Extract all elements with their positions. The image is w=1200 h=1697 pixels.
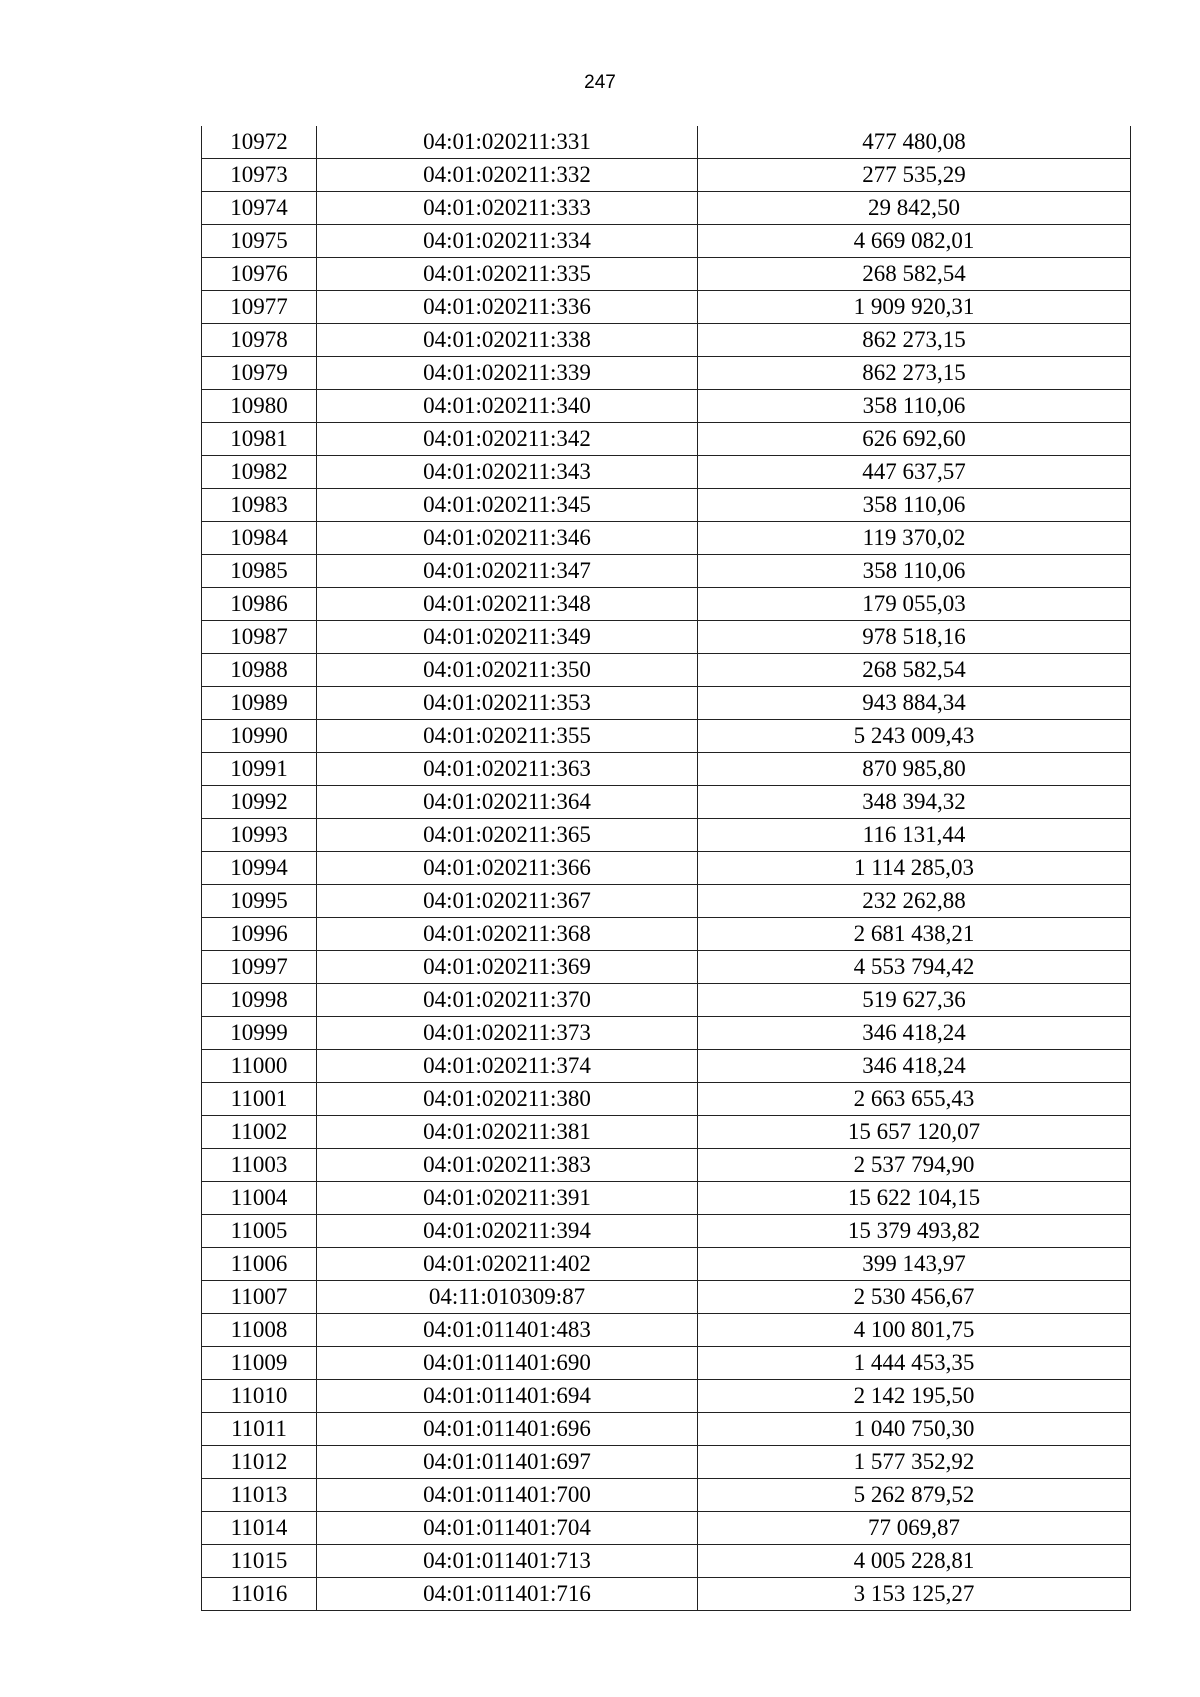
cadastral-number-cell: 04:01:011401:700 xyxy=(317,1479,698,1512)
cadastral-number-cell: 04:01:020211:394 xyxy=(317,1215,698,1248)
table-body xyxy=(202,126,1131,1611)
cadastral-number-cell: 04:01:020211:331 xyxy=(317,126,698,159)
row-number-cell: 10988 xyxy=(202,654,317,687)
value-cell: 943 884,34 xyxy=(698,687,1131,720)
cadastral-number-cell: 04:01:020211:349 xyxy=(317,621,698,654)
cadastral-number-cell: 04:01:020211:370 xyxy=(317,984,698,1017)
value-cell: 5 262 879,52 xyxy=(698,1479,1131,1512)
value-cell: 626 692,60 xyxy=(698,423,1131,456)
table-row xyxy=(202,1017,1131,1050)
value-cell: 870 985,80 xyxy=(698,753,1131,786)
table-row xyxy=(202,819,1131,852)
cadastral-number-cell: 04:01:020211:383 xyxy=(317,1149,698,1182)
value-cell: 978 518,16 xyxy=(698,621,1131,654)
cadastral-number-cell: 04:01:020211:346 xyxy=(317,522,698,555)
cadastral-number-cell: 04:01:020211:363 xyxy=(317,753,698,786)
table-row xyxy=(202,1182,1131,1215)
cadastral-number-cell: 04:01:011401:704 xyxy=(317,1512,698,1545)
row-number-cell: 10975 xyxy=(202,225,317,258)
cadastral-number-cell: 04:01:020211:332 xyxy=(317,159,698,192)
cadastral-value-table-container xyxy=(201,126,1130,1611)
cadastral-number-cell: 04:01:020211:345 xyxy=(317,489,698,522)
cadastral-number-cell: 04:01:020211:336 xyxy=(317,291,698,324)
row-number-cell: 11001 xyxy=(202,1083,317,1116)
value-cell: 348 394,32 xyxy=(698,786,1131,819)
row-number-cell: 11003 xyxy=(202,1149,317,1182)
table-row xyxy=(202,951,1131,984)
value-cell: 862 273,15 xyxy=(698,324,1131,357)
row-number-cell: 10995 xyxy=(202,885,317,918)
value-cell: 277 535,29 xyxy=(698,159,1131,192)
value-cell: 15 379 493,82 xyxy=(698,1215,1131,1248)
cadastral-number-cell: 04:01:020211:369 xyxy=(317,951,698,984)
row-number-cell: 10984 xyxy=(202,522,317,555)
table-row xyxy=(202,192,1131,225)
table-row xyxy=(202,555,1131,588)
row-number-cell: 11002 xyxy=(202,1116,317,1149)
value-cell: 477 480,08 xyxy=(698,126,1131,159)
table-row xyxy=(202,885,1131,918)
table-row xyxy=(202,687,1131,720)
row-number-cell: 11016 xyxy=(202,1578,317,1611)
table-row xyxy=(202,1578,1131,1611)
table-row xyxy=(202,1083,1131,1116)
value-cell: 1 040 750,30 xyxy=(698,1413,1131,1446)
table-row xyxy=(202,1248,1131,1281)
table-row xyxy=(202,588,1131,621)
cadastral-number-cell: 04:01:020211:381 xyxy=(317,1116,698,1149)
cadastral-number-cell: 04:01:020211:355 xyxy=(317,720,698,753)
row-number-cell: 10991 xyxy=(202,753,317,786)
cadastral-number-cell: 04:01:011401:690 xyxy=(317,1347,698,1380)
cadastral-number-cell: 04:11:010309:87 xyxy=(317,1281,698,1314)
row-number-cell: 10985 xyxy=(202,555,317,588)
table-row xyxy=(202,258,1131,291)
row-number-cell: 10981 xyxy=(202,423,317,456)
table-row xyxy=(202,984,1131,1017)
row-number-cell: 10982 xyxy=(202,456,317,489)
row-number-cell: 10973 xyxy=(202,159,317,192)
table-row xyxy=(202,654,1131,687)
row-number-cell: 10974 xyxy=(202,192,317,225)
table-row xyxy=(202,786,1131,819)
table-row xyxy=(202,753,1131,786)
cadastral-number-cell: 04:01:020211:353 xyxy=(317,687,698,720)
table-row xyxy=(202,621,1131,654)
row-number-cell: 10972 xyxy=(202,126,317,159)
table-row xyxy=(202,1545,1131,1578)
cadastral-number-cell: 04:01:011401:713 xyxy=(317,1545,698,1578)
table-row xyxy=(202,1149,1131,1182)
value-cell: 119 370,02 xyxy=(698,522,1131,555)
table-row xyxy=(202,291,1131,324)
row-number-cell: 11008 xyxy=(202,1314,317,1347)
value-cell: 2 681 438,21 xyxy=(698,918,1131,951)
value-cell: 1 909 920,31 xyxy=(698,291,1131,324)
cadastral-number-cell: 04:01:020211:348 xyxy=(317,588,698,621)
row-number-cell: 11007 xyxy=(202,1281,317,1314)
table-row xyxy=(202,456,1131,489)
table-row xyxy=(202,1380,1131,1413)
value-cell: 358 110,06 xyxy=(698,555,1131,588)
cadastral-number-cell: 04:01:020211:333 xyxy=(317,192,698,225)
cadastral-number-cell: 04:01:020211:391 xyxy=(317,1182,698,1215)
table-row xyxy=(202,1314,1131,1347)
value-cell: 1 114 285,03 xyxy=(698,852,1131,885)
table-row xyxy=(202,852,1131,885)
row-number-cell: 10992 xyxy=(202,786,317,819)
value-cell: 232 262,88 xyxy=(698,885,1131,918)
table-row xyxy=(202,1116,1131,1149)
value-cell: 77 069,87 xyxy=(698,1512,1131,1545)
row-number-cell: 11010 xyxy=(202,1380,317,1413)
value-cell: 268 582,54 xyxy=(698,654,1131,687)
row-number-cell: 10976 xyxy=(202,258,317,291)
value-cell: 179 055,03 xyxy=(698,588,1131,621)
cadastral-number-cell: 04:01:020211:347 xyxy=(317,555,698,588)
table-row xyxy=(202,1281,1131,1314)
row-number-cell: 11012 xyxy=(202,1446,317,1479)
value-cell: 358 110,06 xyxy=(698,489,1131,522)
row-number-cell: 11014 xyxy=(202,1512,317,1545)
cadastral-number-cell: 04:01:020211:380 xyxy=(317,1083,698,1116)
row-number-cell: 10979 xyxy=(202,357,317,390)
cadastral-number-cell: 04:01:020211:340 xyxy=(317,390,698,423)
value-cell: 2 537 794,90 xyxy=(698,1149,1131,1182)
cadastral-number-cell: 04:01:020211:374 xyxy=(317,1050,698,1083)
row-number-cell: 10986 xyxy=(202,588,317,621)
value-cell: 4 669 082,01 xyxy=(698,225,1131,258)
row-number-cell: 11015 xyxy=(202,1545,317,1578)
cadastral-number-cell: 04:01:020211:373 xyxy=(317,1017,698,1050)
value-cell: 2 142 195,50 xyxy=(698,1380,1131,1413)
value-cell: 268 582,54 xyxy=(698,258,1131,291)
row-number-cell: 11000 xyxy=(202,1050,317,1083)
value-cell: 2 663 655,43 xyxy=(698,1083,1131,1116)
cadastral-number-cell: 04:01:020211:339 xyxy=(317,357,698,390)
table-row xyxy=(202,324,1131,357)
row-number-cell: 10978 xyxy=(202,324,317,357)
value-cell: 29 842,50 xyxy=(698,192,1131,225)
cadastral-number-cell: 04:01:020211:364 xyxy=(317,786,698,819)
value-cell: 399 143,97 xyxy=(698,1248,1131,1281)
table-row xyxy=(202,126,1131,159)
cadastral-number-cell: 04:01:011401:483 xyxy=(317,1314,698,1347)
row-number-cell: 10994 xyxy=(202,852,317,885)
row-number-cell: 11004 xyxy=(202,1182,317,1215)
table-row xyxy=(202,918,1131,951)
row-number-cell: 11006 xyxy=(202,1248,317,1281)
value-cell: 519 627,36 xyxy=(698,984,1131,1017)
table-row xyxy=(202,720,1131,753)
cadastral-number-cell: 04:01:020211:335 xyxy=(317,258,698,291)
value-cell: 3 153 125,27 xyxy=(698,1578,1131,1611)
table-row xyxy=(202,390,1131,423)
row-number-cell: 10977 xyxy=(202,291,317,324)
cadastral-number-cell: 04:01:020211:366 xyxy=(317,852,698,885)
table-row xyxy=(202,1446,1131,1479)
table-row xyxy=(202,1479,1131,1512)
table-row xyxy=(202,423,1131,456)
value-cell: 358 110,06 xyxy=(698,390,1131,423)
row-number-cell: 11005 xyxy=(202,1215,317,1248)
value-cell: 346 418,24 xyxy=(698,1050,1131,1083)
cadastral-number-cell: 04:01:020211:367 xyxy=(317,885,698,918)
table-row xyxy=(202,1347,1131,1380)
cadastral-number-cell: 04:01:011401:694 xyxy=(317,1380,698,1413)
row-number-cell: 10987 xyxy=(202,621,317,654)
table-row xyxy=(202,522,1131,555)
cadastral-value-table xyxy=(201,126,1131,1611)
row-number-cell: 10989 xyxy=(202,687,317,720)
value-cell: 4 005 228,81 xyxy=(698,1545,1131,1578)
cadastral-number-cell: 04:01:020211:343 xyxy=(317,456,698,489)
cadastral-number-cell: 04:01:020211:368 xyxy=(317,918,698,951)
value-cell: 862 273,15 xyxy=(698,357,1131,390)
row-number-cell: 10996 xyxy=(202,918,317,951)
value-cell: 4 100 801,75 xyxy=(698,1314,1131,1347)
cadastral-number-cell: 04:01:020211:350 xyxy=(317,654,698,687)
table-row xyxy=(202,1413,1131,1446)
cadastral-number-cell: 04:01:011401:716 xyxy=(317,1578,698,1611)
value-cell: 1 577 352,92 xyxy=(698,1446,1131,1479)
page-number: 247 xyxy=(584,72,616,93)
cadastral-number-cell: 04:01:011401:697 xyxy=(317,1446,698,1479)
row-number-cell: 10993 xyxy=(202,819,317,852)
table-row xyxy=(202,489,1131,522)
row-number-cell: 10983 xyxy=(202,489,317,522)
value-cell: 447 637,57 xyxy=(698,456,1131,489)
table-row xyxy=(202,1215,1131,1248)
row-number-cell: 11011 xyxy=(202,1413,317,1446)
value-cell: 4 553 794,42 xyxy=(698,951,1131,984)
cadastral-number-cell: 04:01:011401:696 xyxy=(317,1413,698,1446)
value-cell: 15 622 104,15 xyxy=(698,1182,1131,1215)
cadastral-number-cell: 04:01:020211:334 xyxy=(317,225,698,258)
cadastral-number-cell: 04:01:020211:365 xyxy=(317,819,698,852)
table-row xyxy=(202,357,1131,390)
table-row xyxy=(202,1050,1131,1083)
cadastral-number-cell: 04:01:020211:342 xyxy=(317,423,698,456)
value-cell: 2 530 456,67 xyxy=(698,1281,1131,1314)
table-row xyxy=(202,225,1131,258)
row-number-cell: 10980 xyxy=(202,390,317,423)
row-number-cell: 10997 xyxy=(202,951,317,984)
row-number-cell: 10998 xyxy=(202,984,317,1017)
table-row xyxy=(202,159,1131,192)
value-cell: 15 657 120,07 xyxy=(698,1116,1131,1149)
value-cell: 1 444 453,35 xyxy=(698,1347,1131,1380)
row-number-cell: 11013 xyxy=(202,1479,317,1512)
row-number-cell: 10990 xyxy=(202,720,317,753)
value-cell: 5 243 009,43 xyxy=(698,720,1131,753)
row-number-cell: 10999 xyxy=(202,1017,317,1050)
value-cell: 346 418,24 xyxy=(698,1017,1131,1050)
cadastral-number-cell: 04:01:020211:338 xyxy=(317,324,698,357)
value-cell: 116 131,44 xyxy=(698,819,1131,852)
row-number-cell: 11009 xyxy=(202,1347,317,1380)
table-row xyxy=(202,1512,1131,1545)
cadastral-number-cell: 04:01:020211:402 xyxy=(317,1248,698,1281)
